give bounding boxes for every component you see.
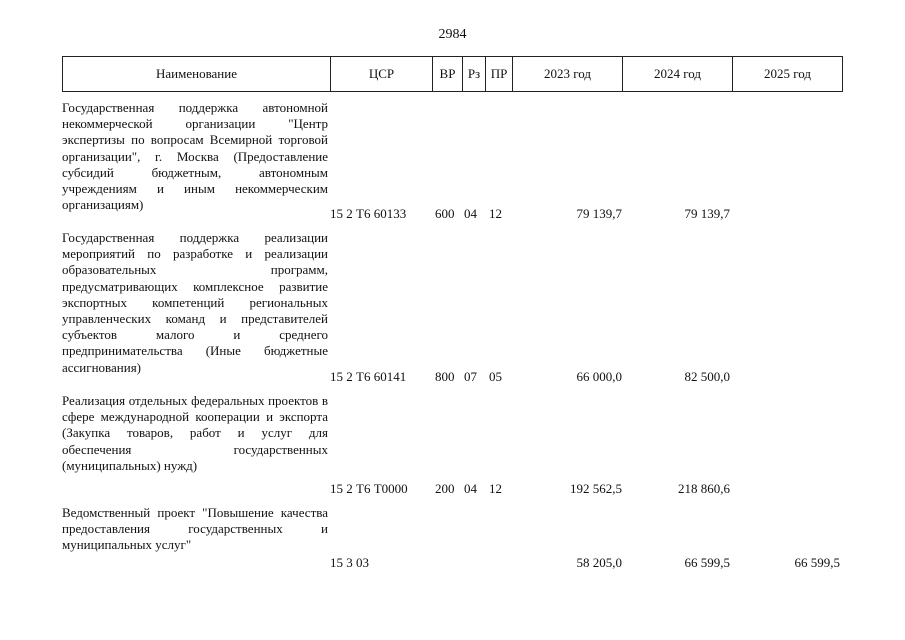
table-row: [62, 505, 842, 577]
row-name: Ведомственный проект "Повышение качества предоставления государственных и муниципальных услуг": [62, 505, 328, 553]
row-rz: 07: [464, 369, 477, 384]
row-2023: 58 205,0: [576, 555, 622, 570]
row-rz: 04: [464, 206, 477, 221]
page-number: 2984: [438, 27, 467, 42]
row-2024: 79 139,7: [684, 206, 730, 221]
row-2023: 192 562,5: [570, 481, 622, 496]
row-rz: 04: [464, 481, 477, 496]
table-row: [62, 230, 842, 385]
row-pr: 12: [489, 481, 502, 496]
table-row: [62, 100, 842, 222]
row-2023: 66 000,0: [576, 369, 622, 384]
header-2024: 2024 год: [623, 57, 733, 92]
header-pr: ПР: [486, 57, 513, 92]
row-2024: 82 500,0: [684, 369, 730, 384]
row-name: Реализация отдельных федеральных проектов в сфере международной кооперации и экспорта (Закупка товаров, работ и услуг для обеспечения государственных (муниципальных) нужд): [62, 393, 328, 473]
row-name: Государственная поддержка реализации мероприятий по разработке и реализации образовательных программ, предусматривающих комплексное развитие экспортных компетенций региональных управленческих команд и представителей субъектов малого и среднего предпринимательства (Иные бюджетные ассигнования): [62, 230, 328, 375]
row-vr: 800: [435, 369, 455, 384]
row-vr: 200: [435, 481, 455, 496]
row-csr: 15 2 Т6 Т0000: [330, 481, 408, 496]
header-vr: ВР: [433, 57, 463, 92]
row-pr: 05: [489, 369, 502, 384]
table-row: [62, 393, 842, 498]
row-2023: 79 139,7: [576, 206, 622, 221]
row-2025: 66 599,5: [794, 555, 840, 570]
row-csr: 15 3 03: [330, 555, 369, 570]
header-name: Наименование: [63, 57, 331, 92]
row-2024: 66 599,5: [684, 555, 730, 570]
header-csr: ЦСР: [331, 57, 433, 92]
table-header: [62, 56, 843, 92]
row-pr: 12: [489, 206, 502, 221]
row-csr: 15 2 Т6 60141: [330, 369, 407, 384]
row-name: Государственная поддержка автономной некоммерческой организации "Центр экспертизы по вопросам Всемирной торговой организации", г. Москва (Предоставление субсидий бюджетным, автономным учреждениям и иным некоммерческим организациям): [62, 100, 328, 213]
header-rz: Рз: [463, 57, 486, 92]
row-2024: 218 860,6: [678, 481, 730, 496]
row-csr: 15 2 Т6 60133: [330, 206, 407, 221]
row-vr: 600: [435, 206, 455, 221]
header-2025: 2025 год: [733, 57, 843, 92]
header-2023: 2023 год: [513, 57, 623, 92]
